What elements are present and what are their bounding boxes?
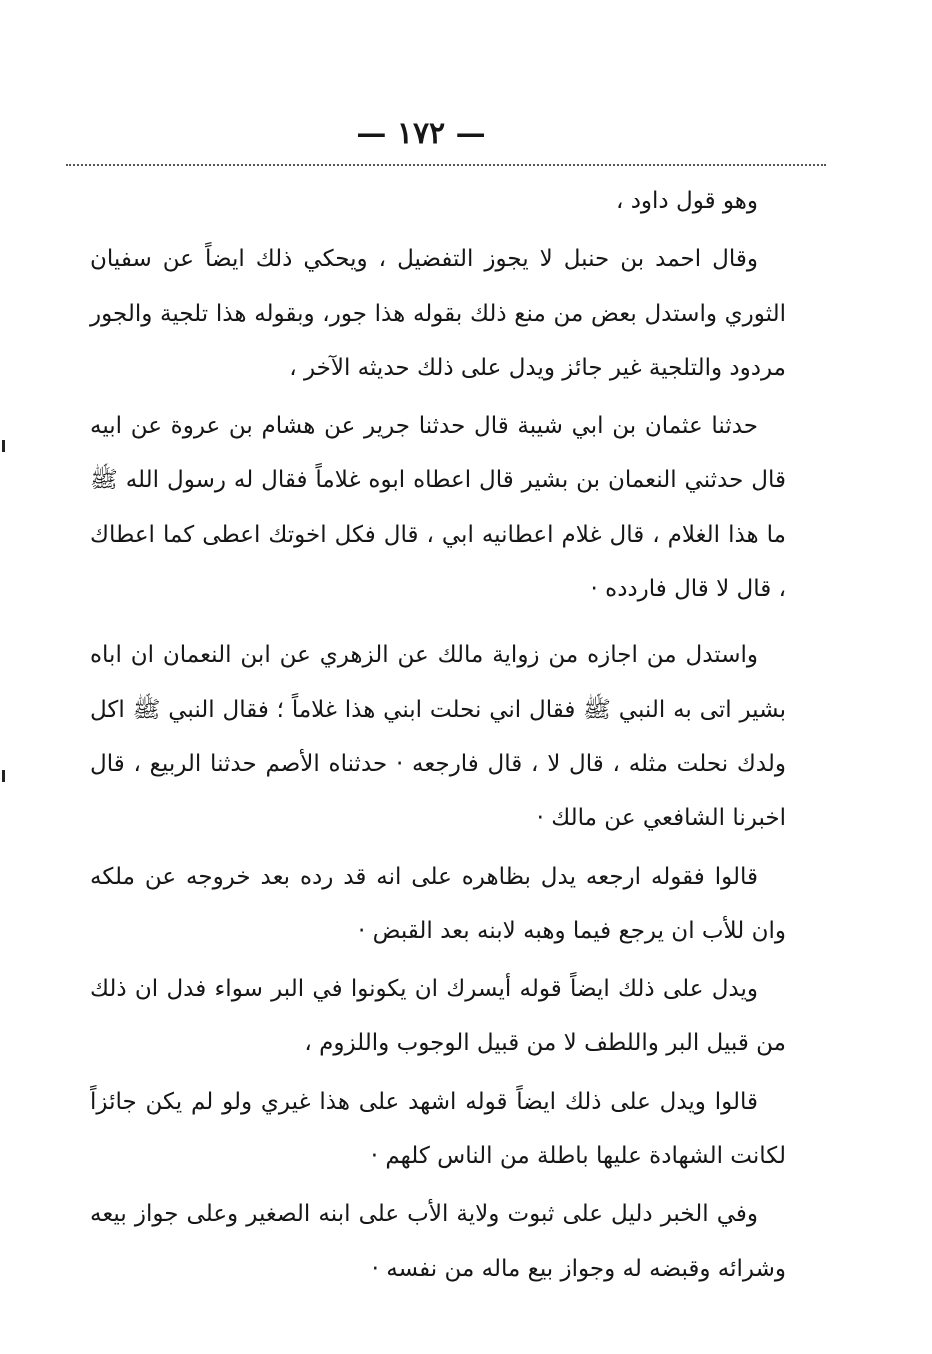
header-divider (66, 164, 826, 166)
body-text (90, 174, 786, 1296)
paragraph-4: واستدل من اجازه من زواية مالك عن الزهري عن ابن النعمان ان اباه بشير اتى به النبي ﷺ فقال اني نحلت ابني هذا غلاماً ؛ فقال النبي ﷺ اكل ولدك نحلت مثله ، قال لا ، قال فارجعه · حدثناه الأصم حدثنا الربيع ، قال اخبرنا الشافعي عن مالك · (90, 642, 786, 832)
paragraph-6: ويدل على ذلك ايضاً قوله أيسرك ان يكونوا في البر سواء فدل ان ذلك من قبيل البر واللطف لا من قبيل الوجوب واللزوم ، (90, 976, 786, 1057)
page-number: — ١٧٢ — (356, 116, 486, 151)
paragraph-1: وهو قول داود ، (615, 188, 758, 214)
paragraph-5: قالوا فقوله ارجعه يدل بظاهره على انه قد رده بعد خروجه عن ملكه وان للأب ان يرجع فيما وهبه لابنه بعد القبض · (90, 863, 786, 944)
scan-edge-mark (2, 440, 5, 452)
paragraph-8: وفي الخبر دليل على ثبوت ولاية الأب على ابنه الصغير وعلى جواز بيعه وشرائه وقبضه له وجواز بيع ماله من نفسه · (90, 1201, 786, 1282)
scan-edge-mark (2, 770, 5, 782)
paragraph-3: حدثنا عثمان بن ابي شيبة قال حدثنا جرير عن هشام بن عروة عن ابيه قال حدثني النعمان بن بشير قال اعطاه ابوه غلاماً فقال له رسول الله ﷺ ما هذا الغلام ، قال غلام اعطانيه ابي ، قال فكل اخوتك اعطى كما اعطاك ، قال لا قال فاردده · (90, 413, 786, 603)
paragraph-2: وقال احمد بن حنبل لا يجوز التفضيل ، ويحكي ذلك ايضاً عن سفيان الثوري واستدل بعض من منع ذلك بقوله هذا جور، وبقوله هذا تلجية والجور مردود والتلجية غير جائز ويدل على ذلك حديثه الآخر ، (90, 246, 786, 381)
paragraph-7: قالوا ويدل على ذلك ايضاً قوله اشهد على هذا غيري ولو لم يكن جائزاً لكانت الشهادة عليها باطلة من الناس كلهم · (90, 1088, 786, 1170)
